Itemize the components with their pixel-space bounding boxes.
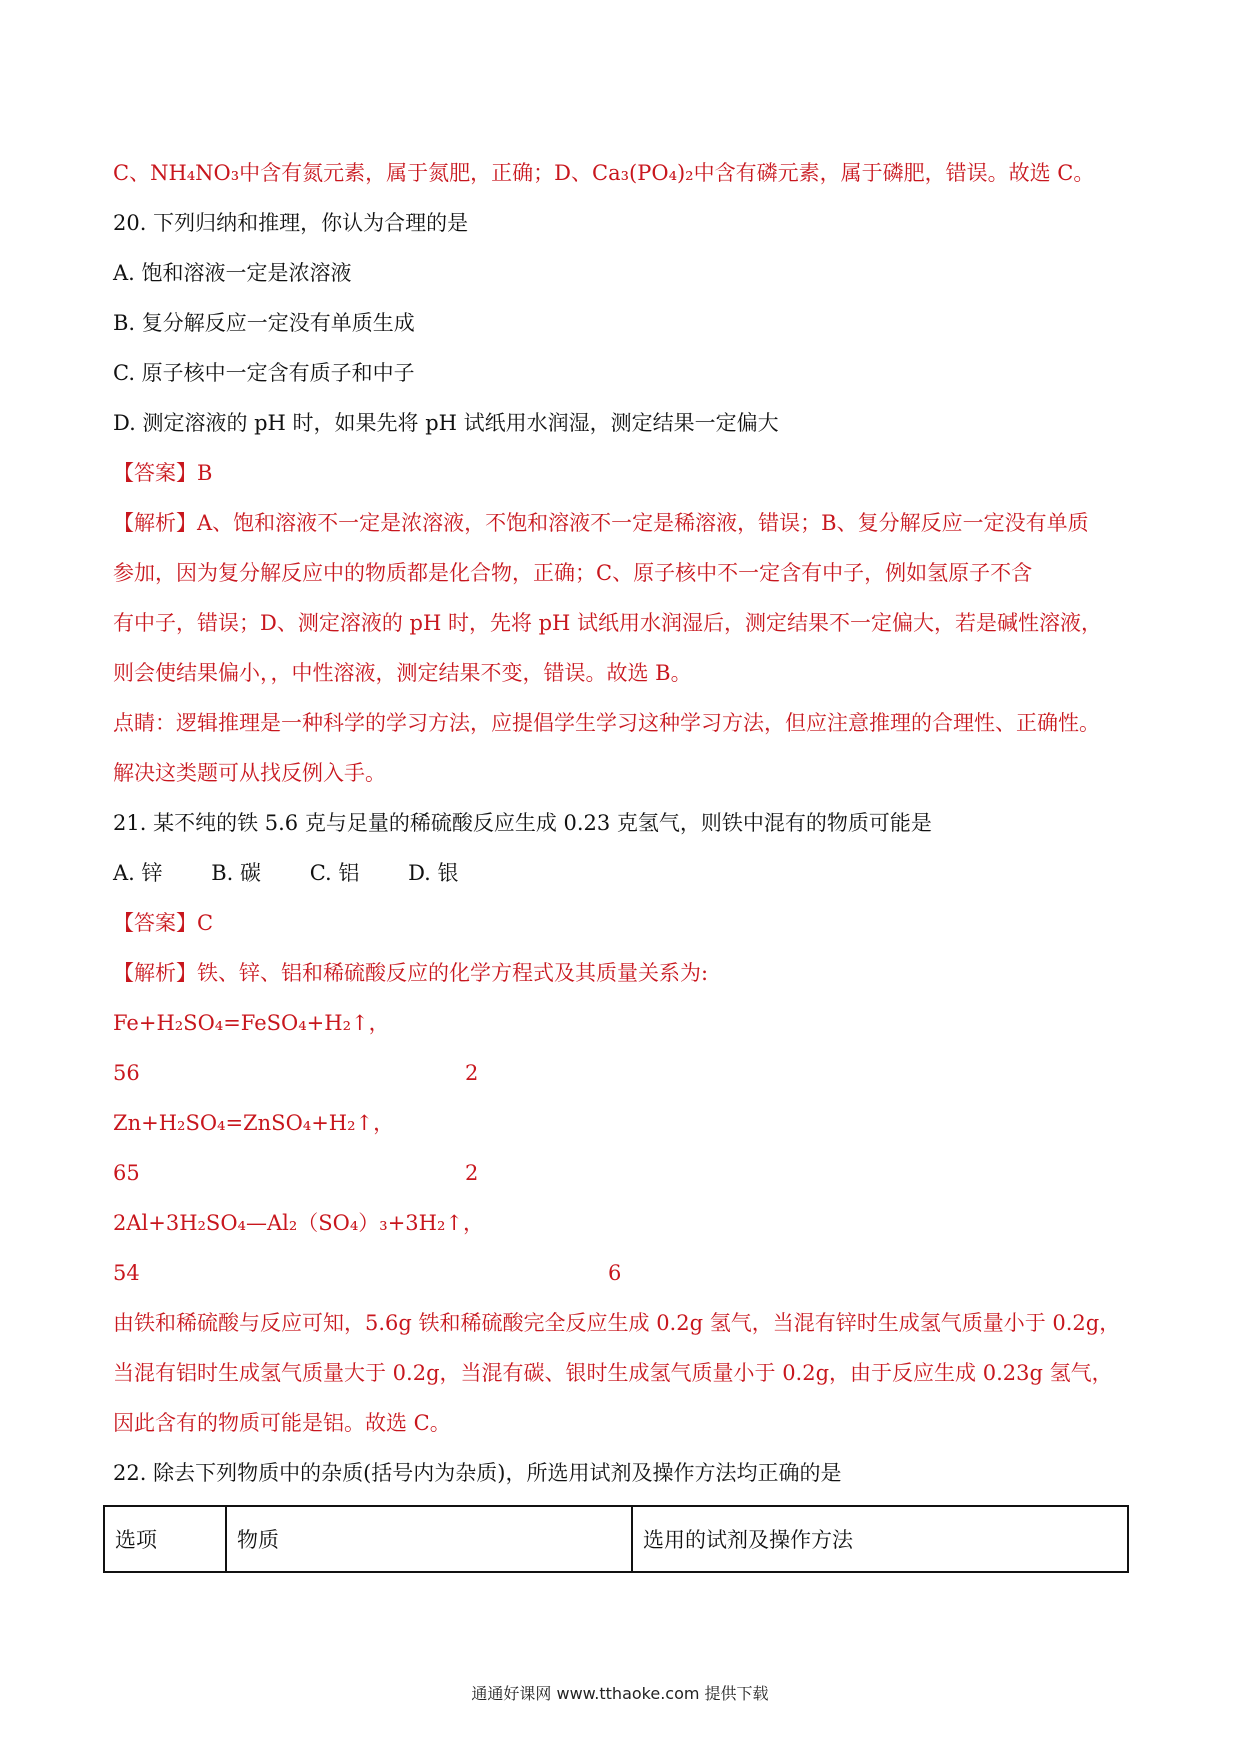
prev-answer-end: C、NH₄NO₃中含有氮元素，属于氮肥，正确；D、Ca₃(PO₄)₂中含有磷元素，属于磷肥，错误。故选 C。 [113,161,1095,185]
q20-option-a: A. 饱和溶液一定是浓溶液 [113,261,352,285]
q20-option-d: D. 测定溶液的 pH 时，如果先将 pH 试纸用水润湿，测定结果一定偏大 [113,411,779,435]
q21-option-d: D. 银 [408,861,459,885]
q20-stem: 20. 下列归纳和推理，你认为合理的是 [113,211,469,235]
q21-equation-iron: Fe+H₂SO₄=FeSO₄+H₂↑， [113,1011,390,1035]
q21-equation-zinc: Zn+H₂SO₄=ZnSO₄+H₂↑， [113,1111,395,1135]
q21-conclusion-line-3: 因此含有的物质可能是铝。故选 C。 [113,1411,451,1435]
q21-equation-aluminium: 2Al+3H₂SO₄—Al₂（SO₄）₃+3H₂↑， [113,1211,484,1235]
q21-stem: 21. 某不纯的铁 5.6 克与足量的稀硫酸反应生成 0.23 克氢气，则铁中混有的物质可能是 [113,811,932,835]
q20-option-c: C. 原子核中一定含有质子和中子 [113,361,415,385]
q21-option-b: B. 碳 [211,861,262,885]
q21-equation-aluminium-mass-a: 54 [113,1261,140,1285]
q21-equation-iron-mass-a: 56 [113,1061,140,1085]
q20-comment-line-1: 点睛：逻辑推理是一种科学的学习方法，应提倡学生学习这种学习方法，但应注意推理的合理性、正确性。 [113,711,1100,735]
q20-answer: 【答案】B [113,461,213,485]
q20-analysis-line-1: 【解析】A、饱和溶液不一定是浓溶液，不饱和溶液不一定是稀溶液，错误；B、复分解反应一定没有单质 [113,511,1089,535]
q22-options-table [103,1505,1129,1573]
q20-analysis-line-3: 有中子，错误；D、测定溶液的 pH 时，先将 pH 试纸用水润湿后，测定结果不一定偏大，若是碱性溶液， [113,611,1103,635]
q21-analysis-intro: 【解析】铁、锌、铝和稀硫酸反应的化学方程式及其质量关系为: [113,961,709,985]
q20-option-b: B. 复分解反应一定没有单质生成 [113,311,415,335]
q21-option-a: A. 锌 [113,861,163,885]
q21-answer: 【答案】C [113,911,214,935]
q21-equation-aluminium-mass-b: 6 [608,1261,622,1285]
q21-option-c: C. 铝 [309,861,360,885]
q20-analysis-line-2: 参加，因为复分解反应中的物质都是化合物，正确；C、原子核中不一定含有中子，例如氢原子不含 [113,561,1033,585]
q21-options [113,858,459,888]
q22-stem: 22. 除去下列物质中的杂质(括号内为杂质)，所选用试剂及操作方法均正确的是 [113,1461,842,1485]
table-header-option: 选项 [104,1506,226,1572]
q21-conclusion-line-1: 由铁和稀硫酸与反应可知，5.6g 铁和稀硫酸完全反应生成 0.2g 氢气，当混有锌时生成氢气质量小于 0.2g， [113,1311,1121,1335]
q21-equation-zinc-mass-a: 65 [113,1161,140,1185]
q20-comment-line-2: 解决这类题可从找反例入手。 [113,761,386,785]
table-row [104,1506,1128,1572]
q21-equation-zinc-mass-b: 2 [465,1161,479,1185]
page-footer: 通通好课网 www.tthaoke.com 提供下载 [471,1684,769,1703]
table-header-substance: 物质 [226,1506,632,1572]
q21-conclusion-line-2: 当混有铝时生成氢气质量大于 0.2g，当混有碳、银时生成氢气质量小于 0.2g，由于反应生成 0.23g 氢气， [113,1361,1113,1385]
q20-analysis-line-4: 则会使结果偏小，，中性溶液，测定结果不变，错误。故选 B。 [113,661,692,685]
table-header-method: 选用的试剂及操作方法 [632,1506,1128,1572]
q21-equation-iron-mass-b: 2 [465,1061,479,1085]
